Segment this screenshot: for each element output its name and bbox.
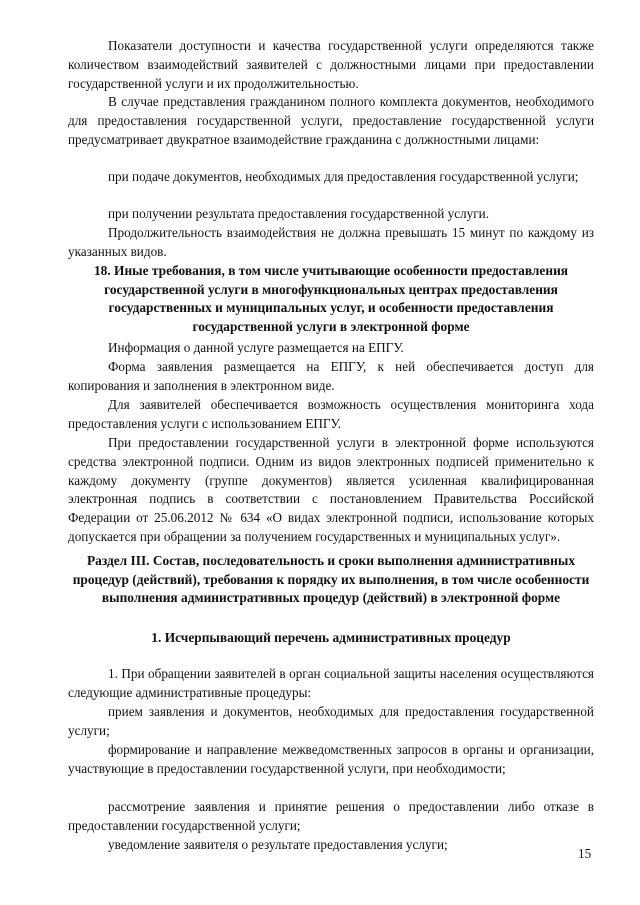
paragraph: при получении результата предоставления государственной услуги. <box>108 206 489 221</box>
paragraph: Для заявителей обеспечивается возможность осуществления мониторинга хода предоставления услуги с использованием ЕПГУ. <box>68 397 594 431</box>
paragraph: Форма заявления размещается на ЕПГУ, к ней обеспечивается доступ для копирования и заполнения в электронном виде. <box>68 359 594 393</box>
list-item: уведомление заявителя о результате предоставления услуги; <box>108 837 448 852</box>
paragraph: 1. При обращении заявителей в орган социальной защиты населения осуществляются следующие административные процедуры: <box>68 666 594 700</box>
paragraph: Продолжительность взаимодействия не должна превышать 15 минут по каждому из указанных видов. <box>68 225 594 259</box>
list-item: рассмотрение заявления и принятие решения о предоставлении либо отказе в предоставлении государственной услуги; <box>68 799 594 833</box>
paragraph: Информация о данной услуге размещается на ЕПГУ. <box>108 340 404 355</box>
paragraph: Показатели доступности и качества государственной услуги определяются также количеством взаимодействий заявителей с должностными лицами при предоставлении государственной услуги и их продолжительностью. <box>68 38 594 91</box>
section-heading-18: 18. Иные требования, в том числе учитывающие особенности предоставления государственной услуги в многофункциональных центрах предоставления государственных и муниципальных услуг, и особенности предоставления государственной услуги в электронной форме <box>93 263 569 334</box>
paragraph: при подаче документов, необходимых для предоставления государственной услуги; <box>108 169 579 184</box>
list-item: прием заявления и документов, необходимых для предоставления государственной услуги; <box>68 704 594 738</box>
section-heading-part3: Раздел III. Состав, последовательность и сроки выполнения административных процедур (действий), требования к порядку их выполнения, в том числе особенности выполнения административных процедур (действий) в электронной форме <box>72 553 590 606</box>
list-item: формирование и направление межведомственных запросов в органы и организации, участвующие в предоставлении государственной услуги, при необходимости; <box>68 742 594 776</box>
paragraph: При предоставлении государственной услуги в электронной форме используются средства электронной подписи. Одним из видов электронных подписей применительно к каждому документу (группе документов) является усиленная квалифицированная электронная подпись в соответствии с постановлением Правительства Российской Федерации от 25.06.2012 № 634 «О видах электронной подписи, использование которых допускается при обращении за получением государственных и муниципальных услуг». <box>68 435 594 544</box>
page-number: 15 <box>578 846 592 861</box>
subsection-heading-1: 1. Исчерпывающий перечень административных процедур <box>151 630 511 645</box>
paragraph: В случае представления гражданином полного комплекта документов, необходимого для предоставления государственной услуги, предоставление государственной услуги предусматривает двукратное взаимодействие гражданина с должностными лицами: <box>68 94 594 147</box>
